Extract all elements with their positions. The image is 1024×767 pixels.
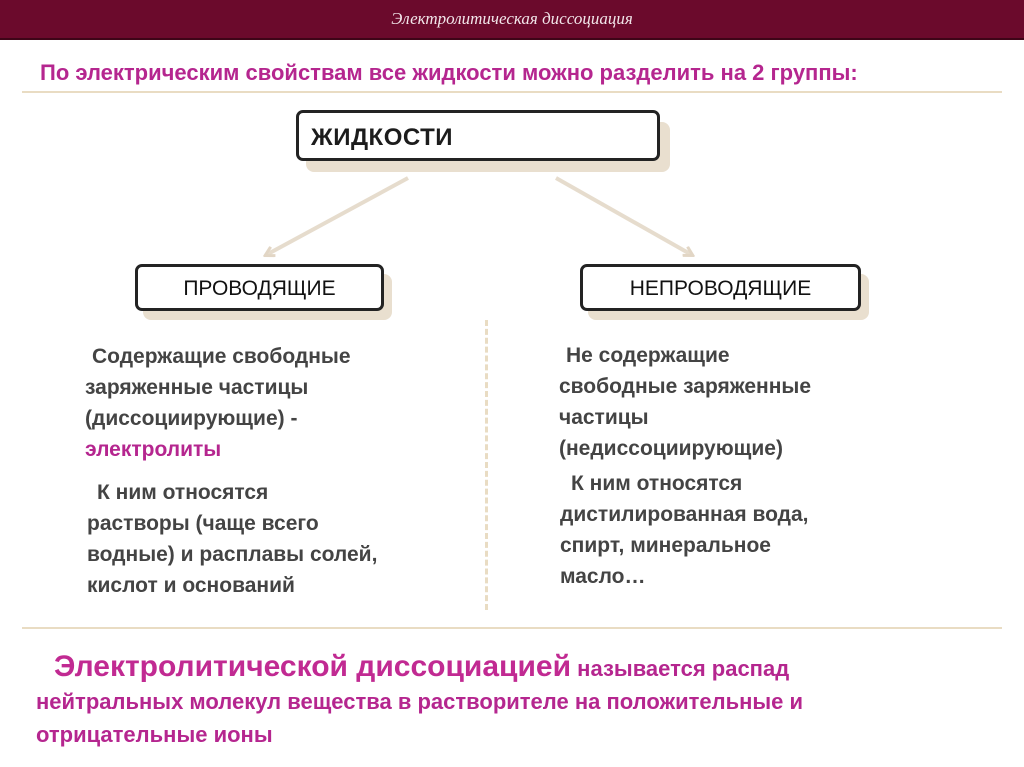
left-p1-l2: заряженные частицы [85, 376, 309, 399]
conductive-label: ПРОВОДЯЩИЕ [183, 277, 336, 300]
left-p2-l1: К ним относятся [97, 481, 269, 504]
right-p2-l3: спирт, минеральное [560, 534, 771, 557]
column-divider [485, 320, 488, 610]
left-para-2 [87, 477, 378, 601]
definition-term: Электролитической диссоциацией [54, 650, 572, 683]
root-box [296, 110, 660, 161]
right-p2-l1: К ним относятся [571, 472, 743, 495]
right-p2-l4: масло… [560, 565, 646, 588]
right-p1-l1: Не содержащие [566, 344, 730, 367]
definition-line-2: нейтральных молекул вещества в растворителе на положительные и [36, 689, 804, 714]
left-p2-l4: кислот и оснований [87, 574, 295, 597]
right-p1-l2: свободные заряженные [559, 375, 812, 398]
left-para-1 [85, 341, 351, 465]
right-p2-l2: дистилированная вода, [560, 503, 809, 526]
nonconductive-label: НЕПРОВОДЯЩИЕ [629, 277, 812, 300]
nonconductive-box [580, 264, 861, 311]
right-para-2 [560, 468, 809, 592]
conductive-box [135, 264, 384, 311]
definition-line-3: отрицательные ионы [36, 722, 273, 747]
bottom-rule [22, 627, 1002, 629]
right-p1-l3: частицы [559, 406, 649, 429]
arrow-right [556, 178, 692, 255]
definition-block [36, 650, 996, 751]
left-p2-l2: растворы (чаще всего [87, 512, 319, 535]
right-para-1 [559, 340, 812, 464]
left-p1-l3: (диссоциирующие) - [85, 407, 298, 430]
left-p1-accent: электролиты [85, 438, 222, 461]
slide-title: Электролитическая диссоциация [391, 9, 633, 28]
root-label: ЖИДКОСТИ [311, 124, 453, 151]
arrow-left [266, 178, 408, 255]
subtitle: По электрическим свойствам все жидкости можно разделить на 2 группы: [40, 60, 858, 85]
left-p1-l1: Содержащие свободные [92, 345, 351, 368]
right-p1-l4: (недиссоциирующие) [559, 437, 783, 460]
definition-rest: называется распад [571, 656, 790, 681]
left-p2-l3: водные) и расплавы солей, [87, 543, 378, 566]
